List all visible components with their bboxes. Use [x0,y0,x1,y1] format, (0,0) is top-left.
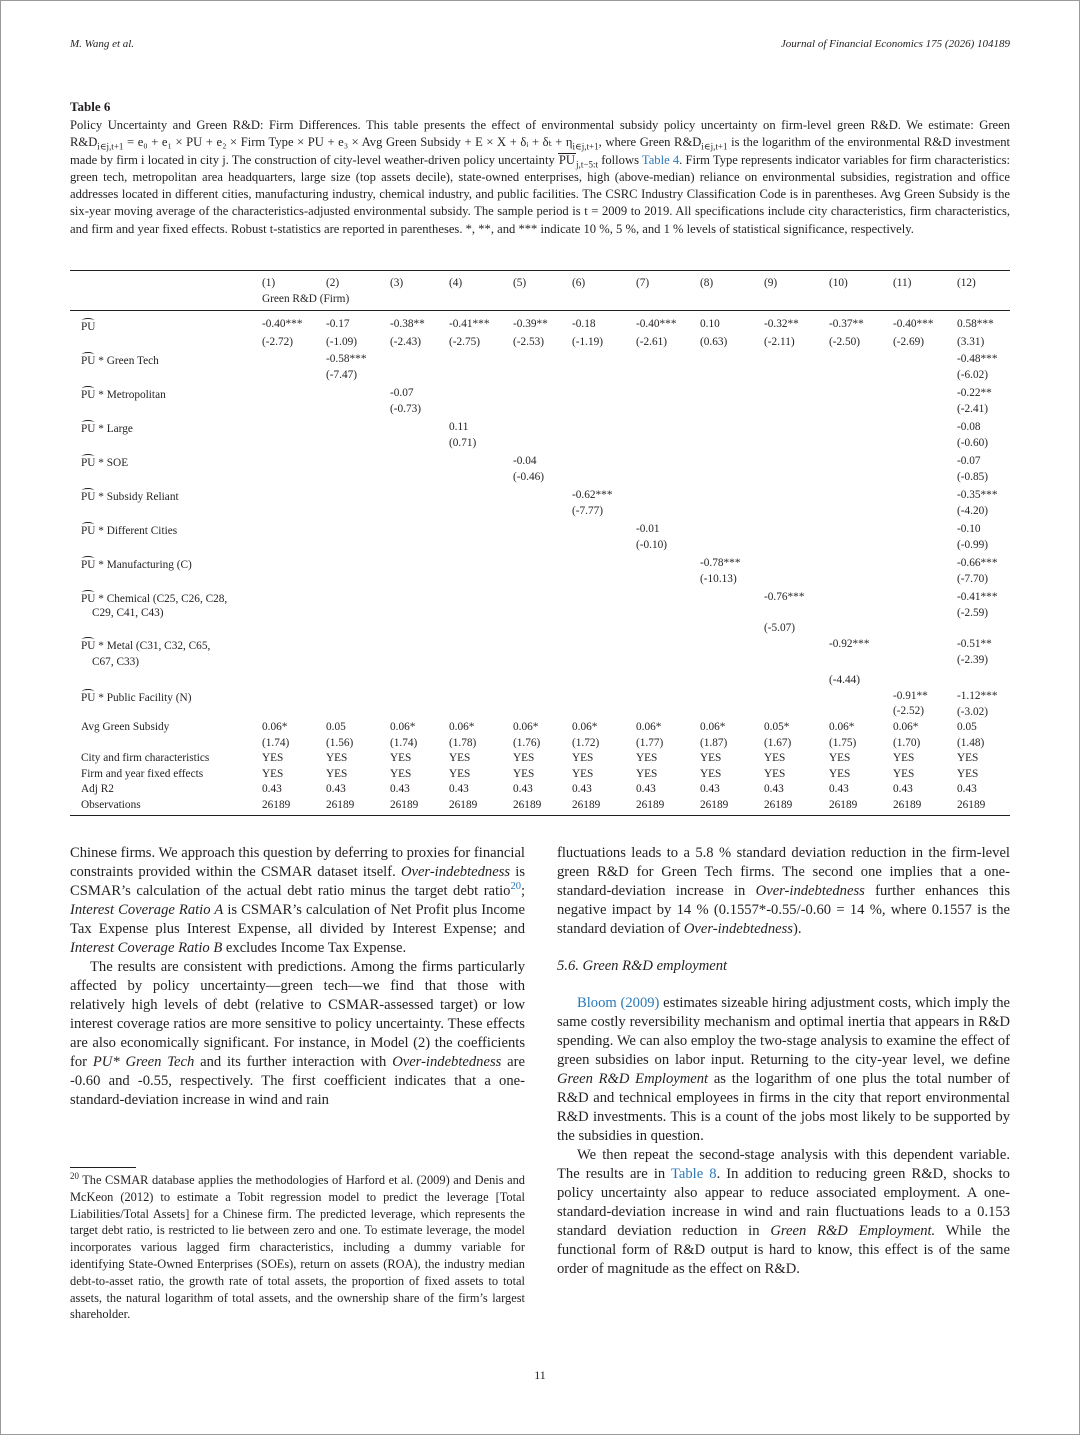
table-cell-tstat: (-0.60) [957,437,989,449]
table-cell: 26189 [513,799,542,811]
table-cell-coef: 0.06* [513,721,539,733]
column-header: (8) [700,277,714,289]
row-label: Adj R2 [81,783,114,795]
page-number: 11 [534,1368,546,1382]
table-cell: 0.43 [700,783,720,795]
table-cell: YES [262,752,284,764]
row-label: PU * Chemical (C25, C26, C28, [81,590,227,606]
table-cell-tstat: (-0.85) [957,471,989,483]
column-header: (1) [262,277,276,289]
caption-equation: = e₀ + e₁ × PU + e₂ × Firm Type × PU + e₃ × Avg Green Subsidy + E × X + δᵢ + δₜ + η [127,135,573,150]
row-label-continuation: C29, C41, C43) [92,607,164,619]
table-cell-coef: -0.37** [829,318,864,330]
table-cell-coef: 0.06* [390,721,416,733]
pu-hat-symbol: PU [81,318,95,334]
table-cell-tstat: (-2.39) [957,654,989,666]
table-cell: 0.43 [893,783,913,795]
table-cell-tstat: (-7.47) [326,369,358,381]
row-label: Firm and year fixed effects [81,768,204,780]
row-label: Observations [81,799,141,811]
table-cell: YES [636,752,658,764]
table-cell-coef: -0.51** [957,638,992,650]
table-cell-tstat: (-5.07) [764,622,796,634]
table-cell-coef: 0.06* [700,721,726,733]
pu-hat-symbol: PU [81,352,95,368]
table-cell-tstat: (-2.72) [262,336,294,348]
table-cell: 0.43 [572,783,592,795]
table-cell-coef: -0.91** [893,690,928,702]
table-cell-tstat: (1.56) [326,737,354,749]
table-cell-tstat: (3.31) [957,336,985,348]
table-cell-coef: 0.06* [893,721,919,733]
row-label: PU * Large [81,420,133,436]
table-cell-tstat: (-2.61) [636,336,668,348]
table-title: Table 6 [70,99,111,114]
table-cell-coef: 0.05 [957,721,977,733]
footnote-ref-20[interactable]: 20 [510,881,521,893]
table-cell: YES [829,768,851,780]
table-cell-tstat: (-0.73) [390,403,422,415]
table-cell-tstat: (-0.10) [636,539,668,551]
row-label: PU * Metal (C31, C32, C65, [81,637,210,653]
table-caption: Policy Uncertainty and Green R&D: Firm Differences. This table presents the effect of environmental subsidy policy uncertainty on firm-level green R&D. We estimate: Green $R\&D_{i\in j,t+1} = e_0 + e_1$ × PU + e₂ × Firm Type × PU + e₃ × Avg Green Subsidy + E × X + δᵢ + $\delta_t + \eta_{i\in j,t+1}$, where Green $R\&D_{i\in j,t+1}$ is the logarithm of the environmental R&D investment made by firm i located in city j. The construction of city-level weather-driven policy uncertainty $PU_{j,t-5:t}$ follows Table 4. Firm Type represents indicator variables for firm characteristics: green tech, metropolitan area headquarters, large size (top assets decile), state-owned enterprises, high (above-median) reliance on environmental subsidies, registration and office addresses located in different cities, manufacturing industry, chemical industry, and public facilities. The CSRC Industry Classification Code is in parentheses. Avg Green Subsidy is the six-year moving average of the characteristics-adjusted environmental subsidy. The sample period is t = 2009 to 2019. All specifications include city characteristics, firm characteristics, and firm and year fixed effects. Robust t-statistics are reported in parentheses. *, **, and *** indicate 10 %, 5 %, and 1 % levels of statistical significance, respectively. [70,118,1011,236]
table-cell: 0.43 [449,783,469,795]
section-heading: 5.6. Green R&D employment [557,958,728,974]
table-cell-tstat: (-7.70) [957,573,989,585]
table-8-link[interactable]: Table 8 [671,1166,717,1182]
running-head-authors: M. Wang et al. [70,38,135,50]
pu-hat-symbol: PU [81,454,95,470]
table-cell-coef: 0.06* [636,721,662,733]
footnote-rule [70,1167,136,1168]
table-cell-tstat: (1.72) [572,737,600,749]
table-cell-coef: -0.35*** [957,489,998,501]
table-cell-coef: -0.62*** [572,489,613,501]
table-cell-tstat: (1.48) [957,737,985,749]
row-label: PU * Metropolitan [81,386,166,402]
table-cell-tstat: (0.63) [700,336,728,348]
row-label: PU * Green Tech [81,352,159,368]
table-cell: 0.43 [636,783,656,795]
table-cell: 26189 [957,799,986,811]
column-header: (3) [390,277,404,289]
table-cell-coef: -0.40*** [636,318,677,330]
row-label: PU * Different Cities [81,522,177,538]
row-label: City and firm characteristics [81,752,210,764]
table-cell: 0.43 [513,783,533,795]
table-cell-coef: -0.07 [390,387,414,399]
column-header: (10) [829,277,848,289]
table-cell-coef: -0.38** [390,318,425,330]
table-cell-tstat: (-2.41) [957,403,989,415]
table-cell-coef: -0.92*** [829,638,870,650]
table-cell-coef: 0.06* [262,721,288,733]
table-cell-tstat: (-1.19) [572,336,604,348]
table-cell-coef: 0.06* [449,721,475,733]
table-cell: YES [700,768,722,780]
table-cell-coef: -0.40*** [262,318,303,330]
footnote-20: $^{20}$ The CSMAR database applies the methodologies of Harford et al. (2009) and Denis and McKeon (2012) to estimate a Tobit regression model to predict the leverage [Total Liabilities/Total Assets] for a Chinese firm. The predicted leverage, which represents the target debt ratio, is restricted to lie between zero and one. To estimate leverage, the model incorporates various lagged firm characteristics, including a dummy variable for identifying State-Owned Enterprises (SOEs), return on assets (ROA), the industry median debt-to-asset ratio, the growth rate of total assets, the proportion of fixed assets to total assets, the natural logarithm of total assets, and the ownership share of the firm’s largest shareholder. [70,1170,526,1322]
table-cell: 26189 [449,799,478,811]
table-4-link[interactable]: Table 4 [641,152,680,167]
table-cell-tstat: (-0.46) [513,471,545,483]
table-cell-tstat: (-7.77) [572,505,604,517]
table-cell-tstat: (-2.11) [764,336,795,348]
table-cell-coef: -0.66*** [957,557,998,569]
table-cell: YES [390,768,412,780]
table-cell-tstat: (1.74) [390,737,418,749]
table-cell-tstat: (-4.44) [829,674,861,686]
table-cell: YES [262,768,284,780]
table-cell: YES [957,768,979,780]
table-cell-coef: 0.06* [572,721,598,733]
table-cell-tstat: (-2.52) [893,705,925,717]
table-cell-tstat: (-3.02) [957,706,989,718]
table-bottom-rule [70,815,1010,816]
bloom-2009-link[interactable]: Bloom (2009) [577,995,660,1011]
table-cell: YES [449,752,471,764]
table-cell: YES [893,768,915,780]
table-cell-tstat: (1.75) [829,737,857,749]
column-header: (9) [764,277,778,289]
pu-hat-symbol: PU [81,556,95,572]
table-cell-coef: -0.17 [326,318,350,330]
column-header: (6) [572,277,586,289]
table-cell-tstat: (-2.43) [390,336,422,348]
left-column-text: Chinese firms. We approach this question by deferring to proxies for financial constraints provided within the CSMAR dataset itself. Over-indebtedness is CSMAR’s calculation of the actual debt ratio minus the target debt ratio$^{20}$; Interest Coverage Ratio A is CSMAR’s calculation of Net Profit plus Income Tax Expense plus Interest Expense, all divided by Interest Expense; and Interest Coverage Ratio B excludes Income Tax Expense. The results are consistent with predictions. Among the firms particularly affected by policy uncertainty—green tech—we find that those with relatively high levels of debt (relative to CSMAR-assessed target) or low interest coverage ratios are more sensitive to policy uncertainty. These effects are also economically significant. For instance, in Model (2) the coefficients for PU* Green Tech and its further interaction with Over-indebtedness are -0.60 and -0.55, respectively. The first coefficient indicates that a one-standard-deviation increase in wind and rain [70,845,525,1108]
right-column-text-bottom: Bloom (2009) estimates sizeable hiring adjustment costs, which imply the same costly reversibility mechanism and optimal inertia that appears in R&D spending. We can also employ the two-stage analysis to examine the effect of green subsidies on labor input. Returning to the city-year level, we define Green R&D Employment as the logarithm of one plus the total number of R&D and technical employees in firms in the city that report environmental R&D investments. This is a count of the jobs most likely to be supported by the subsidies in question. We then repeat the second-stage analysis with this dependent variable. The results are in Table 8. In addition to reducing green R&D, shocks to policy uncertainty also appear to reduce associated employment. A one-standard-deviation increase in wind and rain fluctuations leads to a 0.153 standard deviation reduction in Green R&D Employment. While the functional form of R&D output is hard to know, this effect is of the same order of magnitude as the effect on R&D. [557,995,1011,1277]
table-cell-coef: -0.18 [572,318,596,330]
table-cell-tstat: (-2.53) [513,336,545,348]
table-cell-coef: -0.08 [957,421,981,433]
table-cell-coef: -0.40*** [893,318,934,330]
row-label: PU * SOE [81,454,128,470]
row-label: Avg Green Subsidy [81,721,170,733]
table-cell: 26189 [764,799,793,811]
column-header: (5) [513,277,527,289]
table-cell-coef: -0.78*** [700,557,741,569]
table-cell-coef: -1.12*** [957,690,998,702]
table-cell-coef: -0.76*** [764,591,805,603]
table-cell: YES [572,752,594,764]
table-cell-tstat: (-4.20) [957,505,989,517]
table-cell-coef: 0.05 [326,721,346,733]
table-cell: YES [513,752,535,764]
table-cell-tstat: (1.87) [700,737,728,749]
table-cell: 26189 [636,799,665,811]
table-cell: YES [764,752,786,764]
pu-hat-symbol: PU [81,386,95,402]
table-cell: 26189 [829,799,858,811]
table-cell-coef: 0.11 [449,421,469,433]
table-cell-tstat: (1.70) [893,737,921,749]
table-cell-tstat: (0.71) [449,437,477,449]
table-cell: YES [829,752,851,764]
table-cell-coef: -0.48*** [957,353,998,365]
row-label: PU * Subsidy Reliant [81,488,179,504]
table-cell: YES [572,768,594,780]
table-cell: 26189 [326,799,355,811]
table-cell-tstat: (1.78) [449,737,477,749]
table-cell-tstat: (-10.13) [700,573,737,585]
table-cell-coef: -0.58*** [326,353,367,365]
pu-hat-symbol: PU [81,522,95,538]
table-cell-tstat: (-2.69) [893,336,925,348]
table-cell-coef: -0.41*** [449,318,490,330]
table-cell-coef: -0.04 [513,455,537,467]
table-cell-coef: -0.10 [957,523,981,535]
pu-hat-symbol: PU [81,689,95,705]
table-cell: 26189 [572,799,601,811]
table-top-rule [70,270,1010,271]
table-header-rule [70,310,1010,311]
table-cell: YES [390,752,412,764]
table-cell-tstat: (1.67) [764,737,792,749]
column-header: (11) [893,277,912,289]
pu-hat-symbol: PU [81,488,95,504]
row-label: PU * Manufacturing (C) [81,556,192,572]
table-cell-tstat: (1.76) [513,737,541,749]
table-cell: 0.43 [390,783,410,795]
column-header: (7) [636,277,650,289]
table-cell: 26189 [390,799,419,811]
table-cell-coef: -0.41*** [957,591,998,603]
table-cell-coef: 0.05* [764,721,790,733]
table-cell-tstat: (-2.50) [829,336,861,348]
table-cell: YES [636,768,658,780]
table-cell: YES [326,768,348,780]
table-cell-tstat: (1.77) [636,737,664,749]
table-cell: 0.43 [326,783,346,795]
column-header: (12) [957,277,976,289]
table-cell: YES [513,768,535,780]
table-cell-tstat: (-6.02) [957,369,989,381]
pu-hat-symbol: PU [81,590,95,606]
table-cell-coef: -0.07 [957,455,981,467]
table-cell: YES [326,752,348,764]
pu-hat-symbol: PU [81,420,95,436]
table-cell: YES [449,768,471,780]
column-header: (2) [326,277,340,289]
table-cell-tstat: (-0.99) [957,539,989,551]
table-cell-tstat: (-1.09) [326,336,358,348]
row-label-continuation: C67, C33) [92,656,140,668]
right-column-text-top: fluctuations leads to a 5.8 % standard deviation reduction in the firm-level green R&D for Green Tech firms. The second one implies that a one-standard-deviation increase in Over-indebtedness further enhances this negative impact by 14 % (0.1557*-0.55/-0.60 = 14 %, where 0.1557 is the standard deviation of Over-indebtedness). [557,845,1010,937]
table-cell-coef: -0.01 [636,523,660,535]
table-cell-coef: -0.22** [957,387,992,399]
table-cell: 0.43 [829,783,849,795]
table-cell-tstat: (1.74) [262,737,290,749]
pu-hat-symbol: PU [81,637,95,653]
table-cell-tstat: (-2.59) [957,607,989,619]
table-cell-coef: 0.06* [829,721,855,733]
table-cell: 26189 [700,799,729,811]
table-cell: YES [957,752,979,764]
table-cell: 26189 [893,799,922,811]
table-cell: 0.43 [764,783,784,795]
table-cell-tstat: (-2.75) [449,336,481,348]
table-cell: 0.43 [262,783,282,795]
dependent-variable-label: Green R&D (Firm) [262,293,350,305]
table-cell: YES [700,752,722,764]
table-cell: YES [764,768,786,780]
running-head-journal: Journal of Financial Economics 175 (2026) 104189 [780,38,1010,50]
table-cell: 0.43 [957,783,977,795]
table-cell: 26189 [262,799,291,811]
table-cell-coef: -0.39** [513,318,548,330]
row-label [81,318,95,334]
table-cell: YES [893,752,915,764]
column-header: (4) [449,277,463,289]
row-label: PU * Public Facility (N) [81,689,191,705]
table-cell-coef: -0.32** [764,318,799,330]
table-cell-coef: 0.10 [700,318,720,330]
table-cell-coef: 0.58*** [957,318,994,330]
